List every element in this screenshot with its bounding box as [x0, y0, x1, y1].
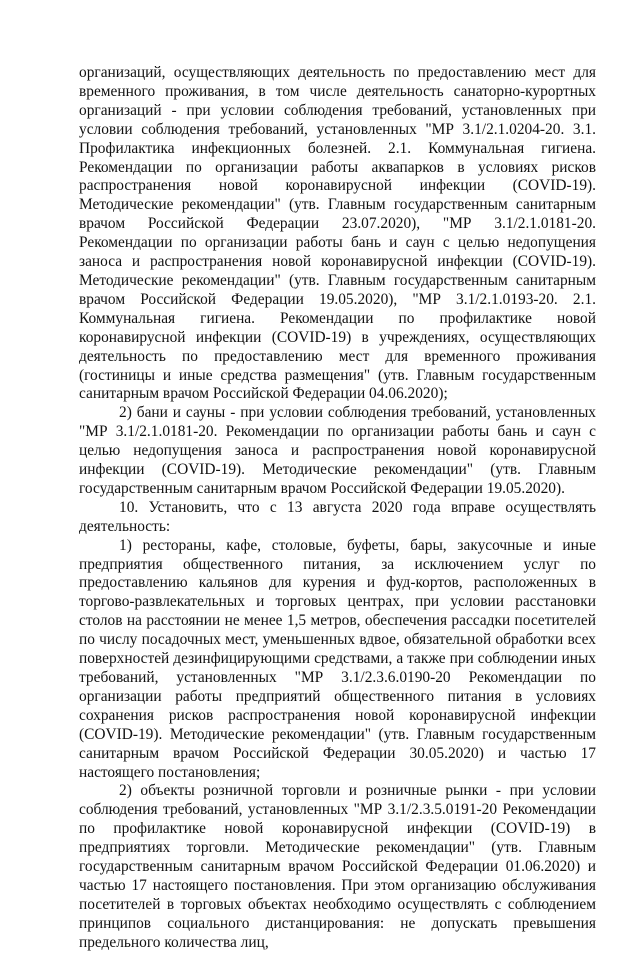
paragraph-item-2-baths: 2) бани и сауны - при условии соблюдения требований, установленных "МР 3.1/2.1.0181-20. Рекомендации по организации работы бань и саун с целью недопущения заноса и распространения новой коронавирусной инфекции (COVID-19). Методические рекомендации" (утв. Главным государственным санитарным врачом Российской Федерации 19.05.2020). — [79, 404, 596, 497]
document-body — [79, 64, 596, 953]
paragraph-item-2-retail: 2) объекты розничной торговли и розничные рынки - при условии соблюдения требований, установленных "МР 3.1/2.3.5.0191-20 Рекомендации по профилактике новой коронавирусной инфекции (COVID-19) в предприятиях торговли. Методические рекомендации" (утв. Главным государственным санитарным врачом Российской Федерации 01.06.2020) и частью 17 настоящего постановления. При этом организацию обслуживания посетителей в торговых объектах необходимо осуществлять с соблюдением принципов социального дистанцирования: не допускать превышения предельного количества лиц, — [79, 782, 596, 951]
paragraph-item-1-restaurants: 1) рестораны, кафе, столовые, буфеты, бары, закусочные и иные предприятия общественного питания, за исключением услуг по предоставлению кальянов для курения и фуд-кортов, расположенных в торгово-развлекательных и торговых центрах, при условии расстановки столов на расстоянии не менее 1,5 метров, обеспечения рассадки посетителей по числу посадочных мест, уменьшенных вдвое, обязательной обработки всех поверхностей дезинфицирующими средствами, а также при соблюдении иных требований, установленных "МР 3.1/2.3.6.0190-20 Рекомендации по организации работы предприятий общественного питания в условиях сохранения рисков распространения новой коронавирусной инфекции (COVID-19). Методические рекомендации" (утв. Главным государственным санитарным врачом Российской Федерации 30.05.2020) и частью 17 настоящего постановления; — [79, 536, 596, 781]
paragraph-continuation: организаций, осуществляющих деятельность по предоставлению мест для временного проживания, в том числе деятельность санаторно-курортных организаций - при условии соблюдения требований, установленных при условии соблюдения требований, установленных "МР 3.1/2.1.0204-20. 3.1. Профилактика инфекционных болезней. 2.1. Коммунальная гигиена. Рекомендации по организации работы аквапарков в условиях рисков распространения новой коронавирусной инфекции (COVID-19). Методические рекомендации" (утв. Главным государственным санитарным врачом Российской Федерации 23.07.2020), "МР 3.1/2.1.0181-20. Рекомендации по организации работы бань и саун с целью недопущения заноса и распространения новой коронавирусной инфекции (COVID-19). Методические рекомендации" (утв. Главным государственным санитарным врачом Российской Федерации 19.05.2020), "МР 3.1/2.1.0193-20. 2.1. Коммунальная гигиена. Рекомендации по профилактике новой коронавирусной инфекции (COVID-19) в учреждениях, осуществляющих деятельность по предоставлению мест для временного проживания (гостиницы и иные средства размещения" (утв. Главным государственным санитарным врачом Российской Федерации 04.06.2020); — [79, 64, 596, 403]
paragraph-section-10: 10. Установить, что с 13 августа 2020 года вправе осуществлять деятельность: — [79, 498, 596, 535]
